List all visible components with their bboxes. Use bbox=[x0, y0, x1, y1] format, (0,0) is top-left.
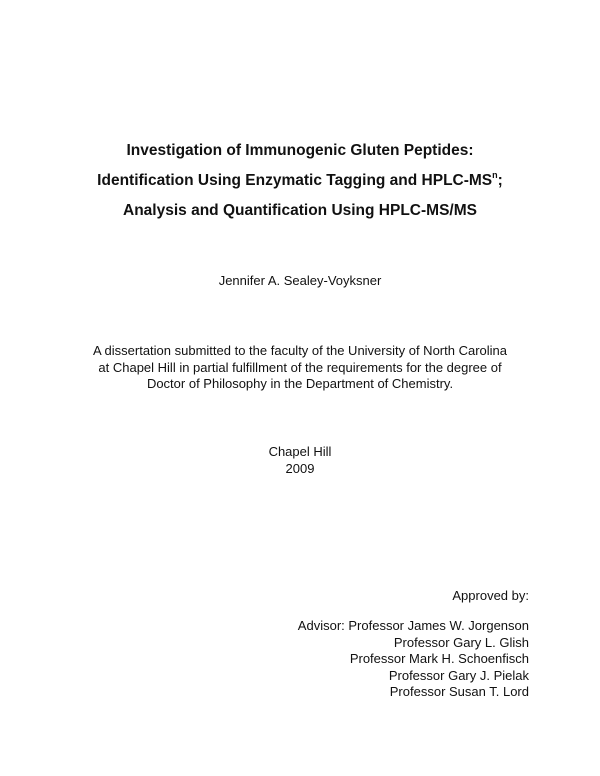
committee-member: Professor Gary L. Glish bbox=[393, 634, 529, 650]
title-line-2 bbox=[0, 166, 600, 196]
approved-by-heading: Approved by: bbox=[452, 588, 529, 603]
statement-line-2: at Chapel Hill in partial fulfillment of the requirements for the degree of bbox=[98, 359, 502, 375]
committee-member: Professor Mark H. Schoenfisch bbox=[349, 651, 529, 666]
dissertation-statement bbox=[0, 343, 600, 393]
committee-member: Professor Susan T. Lord bbox=[389, 684, 529, 699]
statement-line-3: Doctor of Philosophy in the Department of Chemistry. bbox=[146, 376, 454, 391]
place-and-date bbox=[0, 444, 600, 477]
place: Chapel Hill bbox=[268, 444, 332, 459]
title-line-2-end: ; bbox=[497, 172, 503, 189]
title-superscript-n: n bbox=[492, 170, 498, 180]
committee-member: Advisor: Professor James W. Jorgenson bbox=[297, 618, 529, 633]
committee-member: Professor Gary J. Pielak bbox=[388, 667, 529, 683]
title-line-2-main: Identification Using Enzymatic Tagging and HPLC-MS bbox=[97, 172, 493, 189]
title-line-1: Investigation of Immunogenic Gluten Peptides: bbox=[126, 142, 474, 159]
statement-line-1: A dissertation submitted to the faculty of the University of North Carolina bbox=[92, 343, 508, 358]
committee-list bbox=[298, 618, 529, 701]
author-name: Jennifer A. Sealey-Voyksner bbox=[218, 273, 382, 288]
year: 2009 bbox=[285, 460, 315, 476]
title-line-3: Analysis and Quantification Using HPLC-MS/MS bbox=[123, 202, 477, 219]
dissertation-title bbox=[0, 136, 600, 226]
